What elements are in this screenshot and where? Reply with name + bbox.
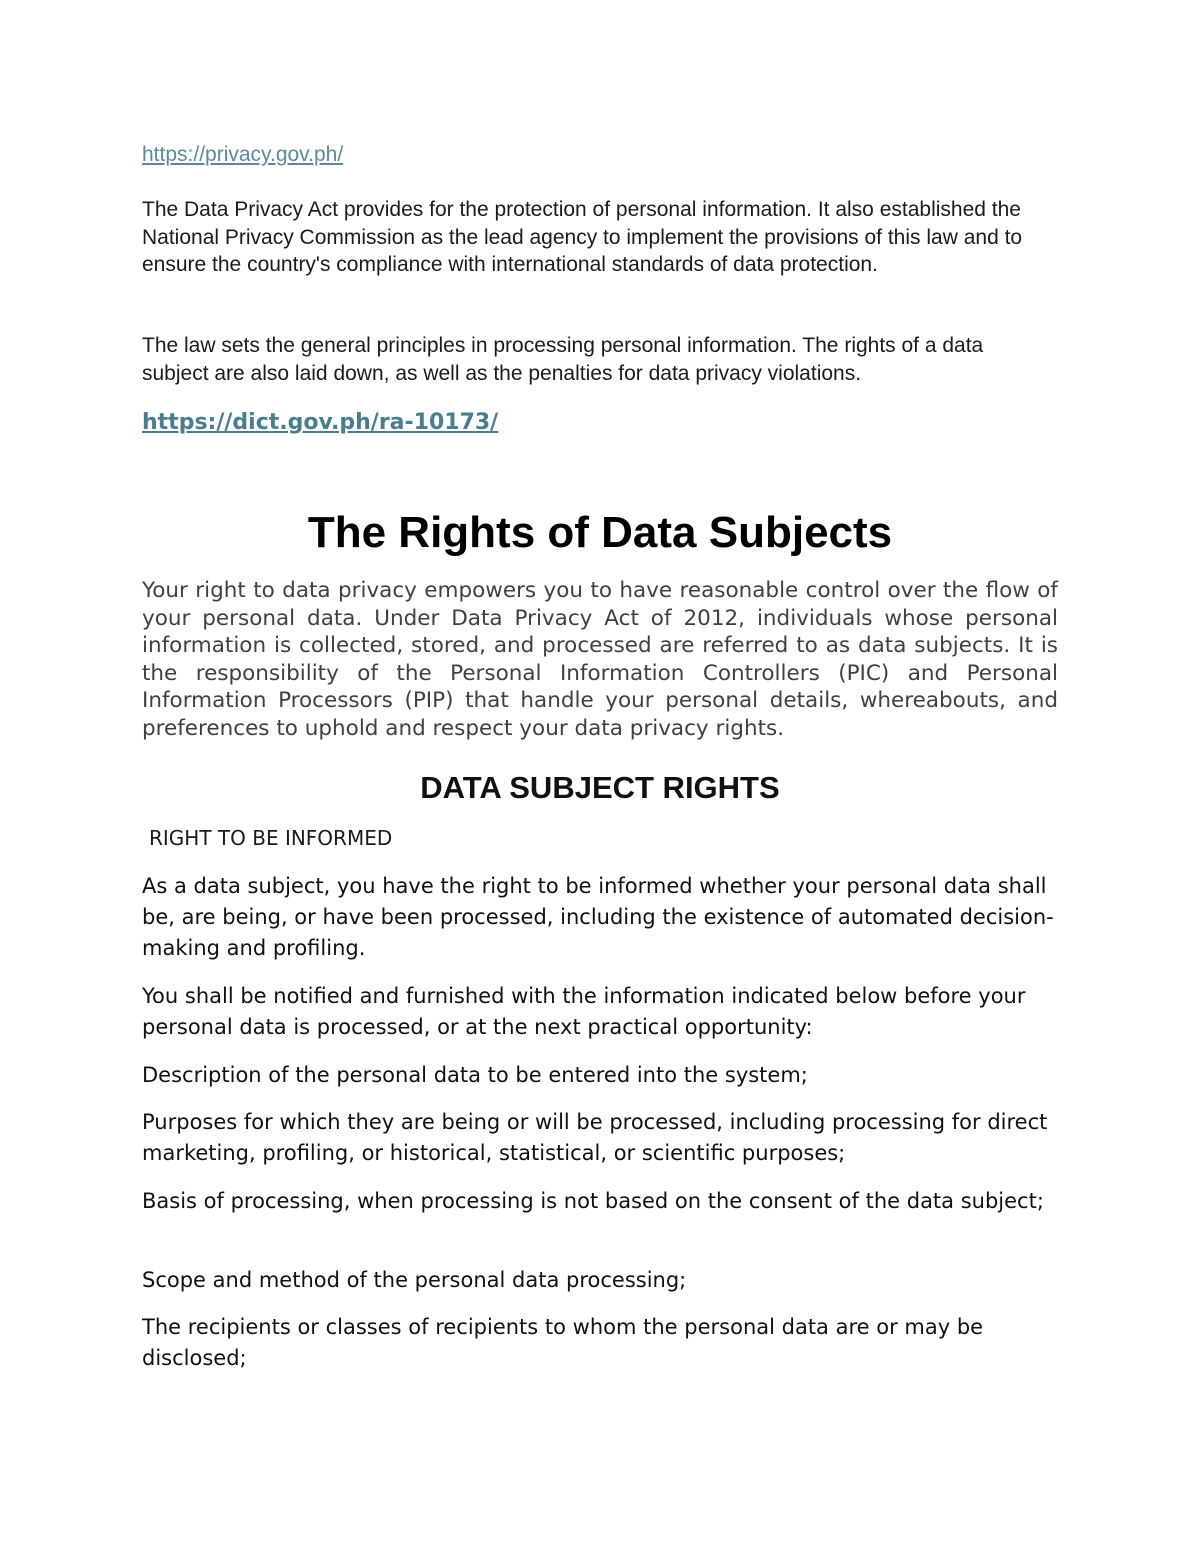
rights-paragraph-3: Description of the personal data to be entered into the system; — [142, 1063, 808, 1087]
rights-paragraph-1: As a data subject, you have the right to be informed whether your personal data shall be, are being, or have been processed, including the existence of automated decision-making and profiling. — [142, 874, 1054, 960]
document-page — [142, 0, 1058, 1553]
rights-paragraph-7: The recipients or classes of recipients to whom the personal data are or may be disclosed; — [142, 1315, 984, 1370]
rights-title: The Rights of Data Subjects — [307, 508, 893, 557]
rights-paragraph-5: Basis of processing, when processing is not based on the consent of the data subject; — [142, 1189, 1044, 1213]
privacy-gov-link[interactable]: https://privacy.gov.ph/ — [142, 143, 344, 166]
intro-paragraph-2: The law sets the general principles in processing personal information. The rights of a data subject are also laid down, as well as the penalties for data privacy violations. — [142, 334, 984, 385]
data-subject-rights-heading: DATA SUBJECT RIGHTS — [420, 770, 780, 805]
dict-gov-link[interactable]: https://dict.gov.ph/ra-10173/ — [142, 410, 499, 435]
rights-paragraph-6: Scope and method of the personal data processing; — [142, 1268, 687, 1292]
intro-paragraph-1: The Data Privacy Act provides for the protection of personal information. It also established the National Privacy Commission as the lead agency to implement the provisions of this law and to ensure the country's compliance with international standards of data protection. — [142, 198, 1023, 276]
rights-intro-paragraph: Your right to data privacy empowers you to have reasonable control over the flow of your personal data. Under Data Privacy Act of 2012, individuals whose personal information is collected, stored, and processed are referred to as data subjects. It is the responsibility of the Personal Information Controllers (PIC) and Personal Information Processors (PIP) that handle your personal details, whereabouts, and preferences to uphold and respect your data privacy rights. — [142, 578, 1058, 741]
rights-paragraph-2: You shall be notified and furnished with the information indicated below before your personal data is processed, or at the next practical opportunity: — [142, 984, 1026, 1039]
rights-paragraph-4: Purposes for which they are being or will be processed, including processing for direct marketing, profiling, or historical, statistical, or scientific purposes; — [142, 1110, 1048, 1165]
right-to-be-informed-heading: RIGHT TO BE INFORMED — [149, 826, 393, 850]
